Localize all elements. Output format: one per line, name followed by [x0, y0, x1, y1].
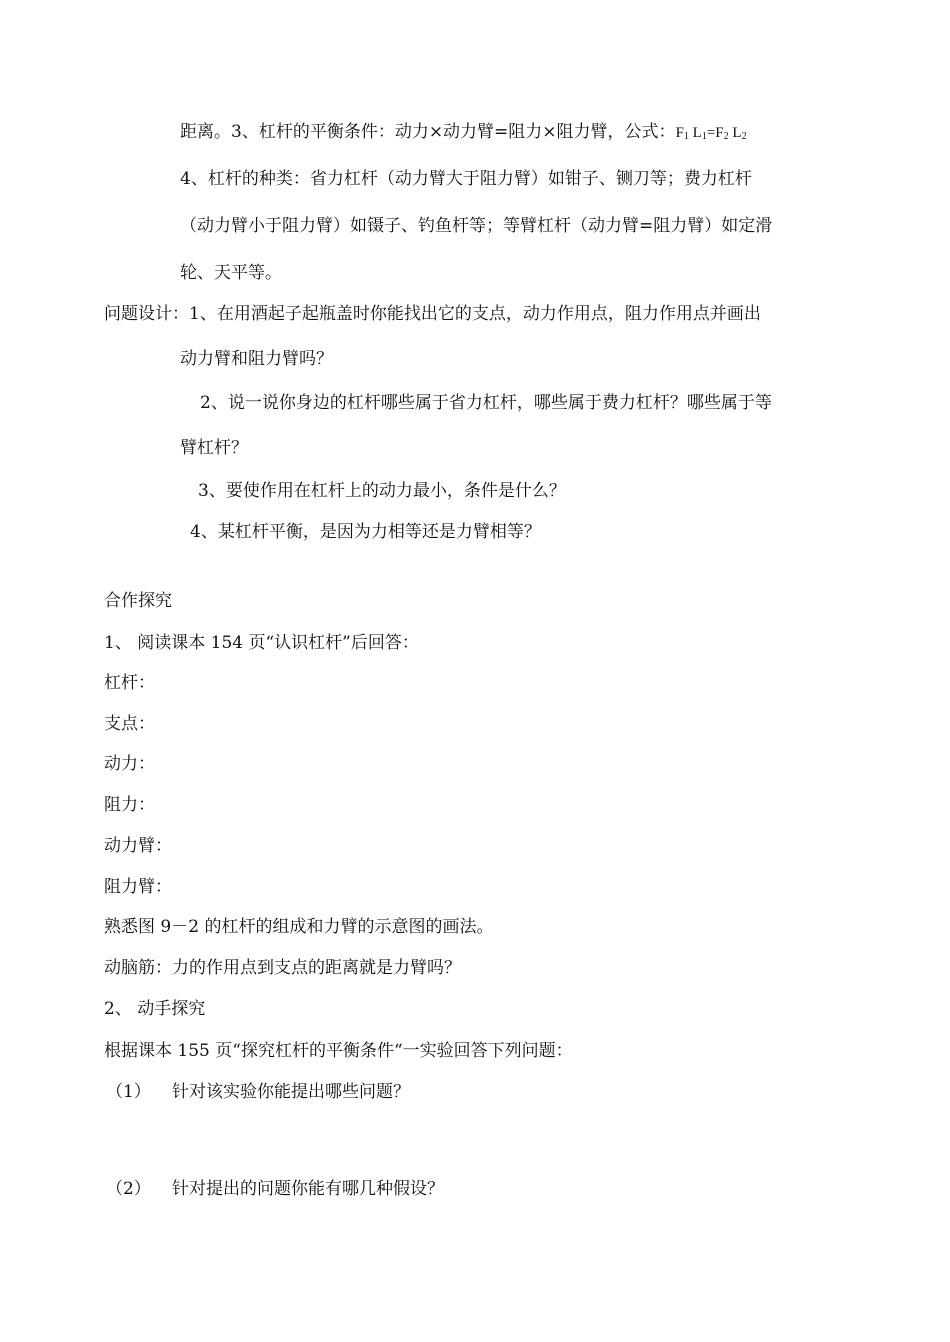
intro-line-4: 轮、天平等。 [180, 263, 282, 283]
section-heading: 合作探究 [104, 591, 172, 611]
sub-question-2-number: （2） [106, 1179, 151, 1199]
sub-question-1-number: （1） [106, 1082, 151, 1102]
question-1-line-a [104, 303, 761, 325]
field-fulcrum: 支点： [104, 714, 155, 734]
sub-question-1-text: 针对该实验你能提出哪些问题？ [172, 1082, 410, 1102]
intro-line-1 [180, 121, 747, 148]
intro-line-1-text: 距离。3、杠杆的平衡条件：动力×动力臂=阻力×阻力臂，公式： [180, 122, 676, 142]
question-2-line-b: 臂杠杆？ [180, 438, 248, 458]
balance-formula: $F_1$ $L_1=F_2$ $L_2$ [675, 125, 747, 142]
item-2: 2、 动手探究 [104, 999, 206, 1019]
question-3: 3、要使作用在杠杆上的动力最小，条件是什么？ [198, 481, 566, 501]
instruction: 根据课本 155 页“探究杠杆的平衡条件“一实验回答下列问题： [104, 1041, 573, 1061]
intro-line-3: （动力臂小于阻力臂）如镊子、钓鱼杆等；等臂杠杆（动力臂=阻力臂）如定滑 [180, 216, 773, 236]
field-resistance: 阻力： [104, 795, 155, 815]
intro-line-2: 4、杠杆的种类：省力杠杆（动力臂大于阻力臂）如钳子、铡刀等；费力杠杆 [180, 169, 752, 189]
questions-label: 问题设计： [104, 304, 189, 324]
field-lever: 杠杆： [104, 673, 155, 693]
question-1-line-b: 动力臂和阻力臂吗？ [180, 349, 333, 369]
question-2-line-a: 2、说一说你身边的杠杆哪些属于省力杠杆，哪些属于费力杠杆？哪些属于等 [200, 393, 772, 413]
field-resistance-arm: 阻力臂： [104, 877, 172, 897]
familiar-note: 熟悉图 9－2 的杠杆的组成和力臂的示意图的画法。 [104, 917, 494, 937]
field-effort: 动力： [104, 754, 155, 774]
question-1-text: 1、在用酒起子起瓶盖时你能找出它的支点，动力作用点，阻力作用点并画出 [189, 304, 761, 324]
sub-question-2-text: 针对提出的问题你能有哪几种假设？ [172, 1179, 444, 1199]
brain-teaser: 动脑筋：力的作用点到支点的距离就是力臂吗？ [104, 958, 461, 978]
field-effort-arm: 动力臂： [104, 836, 172, 856]
item-1: 1、 阅读课本 154 页“认识杠杆”后回答： [104, 633, 419, 653]
question-4: 4、某杠杆平衡，是因为力相等还是力臂相等？ [190, 522, 541, 542]
